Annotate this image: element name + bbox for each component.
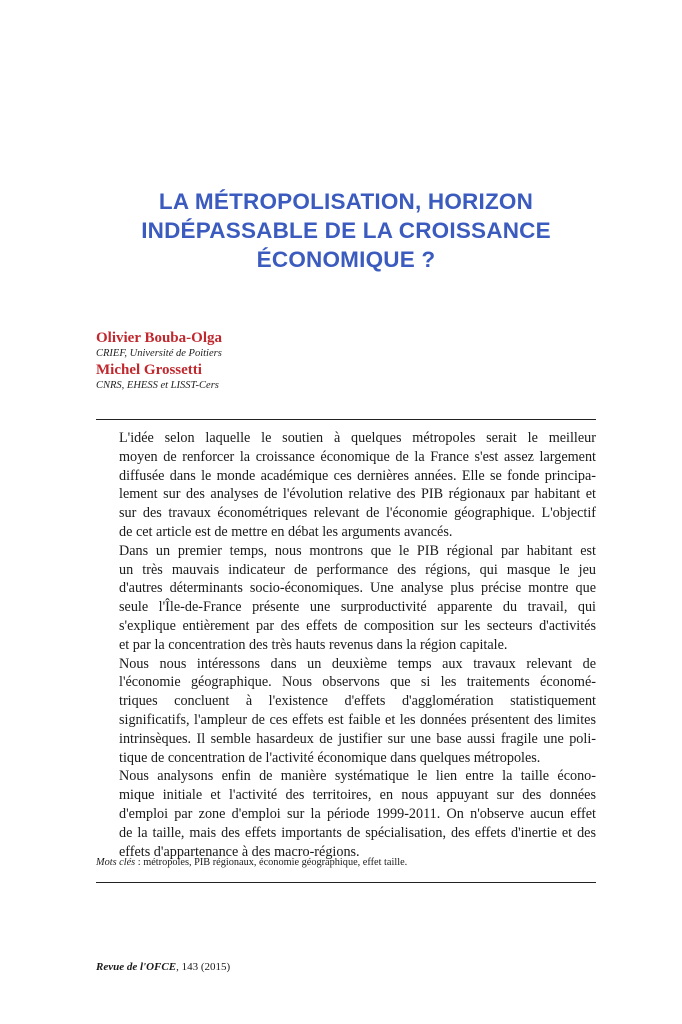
journal-name: Revue de l'OFCE	[96, 961, 177, 973]
text-line: triques concluent à l'existence d'effets d'agglomération statistiquement	[119, 693, 596, 710]
abstract	[96, 429, 596, 861]
text-line: de la taille, mais des effets importants de spécialisation, des effets d'inertie et des	[119, 824, 596, 841]
bottom-divider	[96, 882, 596, 883]
text-line: seule l'Île-de-France présente une surproductivité apparente du travail, qui	[119, 599, 596, 616]
text-line: diffusée dans le monde académique ces dernières années. Elle se fonde principa-	[119, 467, 596, 484]
author-affiliation: CNRS, EHESS et LISST-Cers	[96, 380, 219, 391]
author-list	[96, 329, 222, 393]
text-line: de cet article est de mettre en débat les arguments avancés.	[119, 523, 453, 540]
text-line: lement sur des analyses de l'évolution relative des PIB régionaux par habitant et	[119, 486, 596, 503]
keywords	[96, 856, 407, 870]
text-line: Nous nous intéressons dans un deuxième temps aux travaux relevant de	[119, 655, 596, 672]
text-line: s'explique entièrement par des effets de composition sur les secteurs d'activités	[119, 617, 596, 634]
text-line: Nous analysons enfin de manière systématique le lien entre la taille écono-	[119, 768, 596, 785]
abstract-paragraph	[96, 429, 596, 542]
article-title	[96, 187, 596, 274]
title-line: LA MÉTROPOLISATION, HORIZON	[158, 189, 534, 214]
text-line: d'autres déterminants socio-économiques. Une analyse plus précise montre que	[119, 580, 596, 597]
page-footer	[96, 960, 230, 974]
top-divider	[96, 419, 596, 420]
keywords-label: Mots clés	[96, 857, 136, 868]
text-line: L'idée selon laquelle le soutien à quelques métropoles serait le meilleur	[119, 430, 596, 446]
text-line: un très mauvais indicateur de performance des régions, qui masque le jeu	[119, 561, 596, 578]
abstract-paragraph	[96, 655, 596, 768]
text-line: intrinsèques. Il semble hasardeux de justifier sur une base aussi fragile une poli-	[119, 730, 596, 747]
abstract-paragraph	[96, 542, 596, 655]
author-affiliation: CRIEF, Université de Poitiers	[96, 348, 222, 359]
author-name: Olivier Bouba-Olga	[96, 330, 222, 346]
text-line: moyen de renforcer la croissance économique de la France s'est assez largement	[119, 448, 596, 465]
abstract-paragraph	[96, 767, 596, 861]
text-line: tique de concentration de l'activité économique dans quelques métropoles.	[119, 749, 541, 766]
title-line: ÉCONOMIQUE ?	[256, 247, 436, 272]
journal-issue: , 143 (2015)	[176, 961, 231, 973]
text-line: mique initiale et l'activité des territoires, en nous appuyant sur des données	[119, 787, 596, 804]
text-line: et par la concentration des très hauts revenus dans la région capitale.	[119, 636, 508, 653]
text-line: l'économie géographique. Nous observons que si les traitements économé-	[119, 674, 596, 691]
text-line: significatifs, l'ampleur de ces effets est faible et les données présentent des limites	[119, 711, 596, 728]
text-line: effets d'appartenance à des macro-régions.	[119, 843, 360, 860]
text-line: Dans un premier temps, nous montrons que le PIB régional par habitant est	[119, 542, 596, 559]
text-line: d'emploi par zone d'emploi sur la période 1999-2011. On n'observe aucun effet	[119, 805, 596, 822]
keywords-text: : métropoles, PIB régionaux, économie géographique, effet taille.	[135, 857, 408, 868]
title-line: INDÉPASSABLE DE LA CROISSANCE	[141, 218, 551, 243]
author-name: Michel Grossetti	[96, 362, 202, 378]
text-line: sur des travaux économétriques relevant de l'économie géographique. L'objectif	[119, 505, 596, 522]
